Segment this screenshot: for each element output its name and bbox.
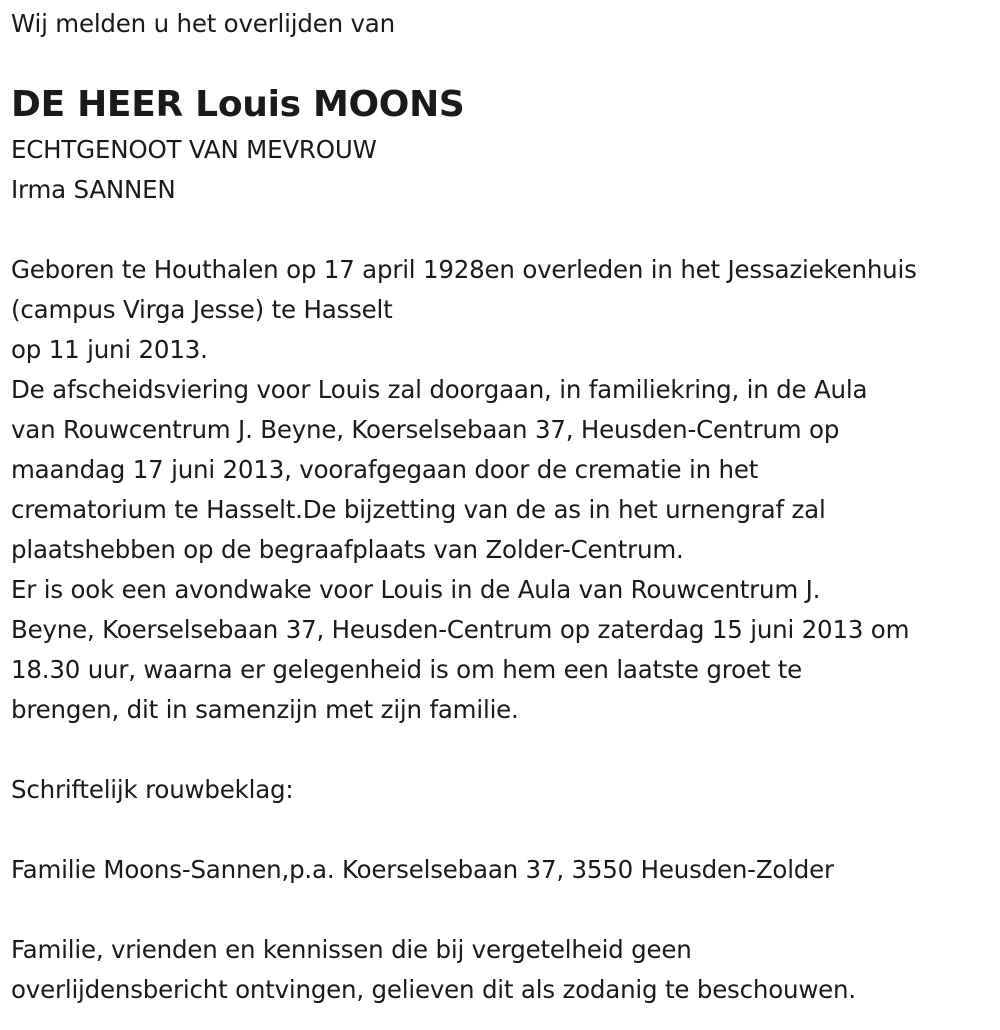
body-line: van Rouwcentrum J. Beyne, Koerselsebaan 37, Heusden-Centrum op — [11, 415, 840, 444]
spouse-label: ECHTGENOOT VAN MEVROUW — [11, 135, 377, 164]
closing-line: Familie, vrienden en kennissen die bij vergetelheid geen — [11, 935, 692, 964]
condolence-address: Familie Moons-Sannen,p.a. Koerselsebaan 37, 3550 Heusden-Zolder — [11, 855, 834, 884]
spacer — [11, 810, 996, 850]
death-notice — [11, 0, 996, 1010]
body-line: Geboren te Houthalen op 17 april 1928en overleden in het Jessaziekenhuis — [11, 255, 917, 284]
closing-line: overlijdensbericht ontvingen, gelieven dit als zodanig te beschouwen. — [11, 975, 856, 1004]
body-line: brengen, dit in samenzijn met zijn familie. — [11, 695, 519, 724]
body-line: 18.30 uur, waarna er gelegenheid is om hem een laatste groet te — [11, 655, 803, 684]
intro-text: Wij melden u het overlijden van — [11, 9, 395, 38]
spacer — [11, 730, 996, 770]
condolence-label: Schriftelijk rouwbeklag: — [11, 775, 294, 804]
spacer — [11, 210, 996, 250]
body-line: op 11 juni 2013. — [11, 335, 208, 364]
spacer — [11, 890, 996, 930]
closing-note — [11, 930, 996, 1010]
deceased-name: DE HEER Louis MOONS — [11, 84, 465, 125]
body-line: plaatshebben op de begraafplaats van Zolder-Centrum. — [11, 535, 684, 564]
body-line: De afscheidsviering voor Louis zal doorgaan, in familiekring, in de Aula — [11, 375, 868, 404]
body-line: maandag 17 juni 2013, voorafgegaan door de crematie in het — [11, 455, 759, 484]
body-line: (campus Virga Jesse) te Hasselt — [11, 295, 393, 324]
body-line: Er is ook een avondwake voor Louis in de Aula van Rouwcentrum J. — [11, 575, 821, 604]
body-line: Beyne, Koerselsebaan 37, Heusden-Centrum op zaterdag 15 juni 2013 om — [11, 615, 910, 644]
notice-body — [11, 250, 996, 730]
body-line: crematorium te Hasselt.De bijzetting van de as in het urnengraf zal — [11, 495, 826, 524]
spouse-name: Irma SANNEN — [11, 175, 176, 204]
